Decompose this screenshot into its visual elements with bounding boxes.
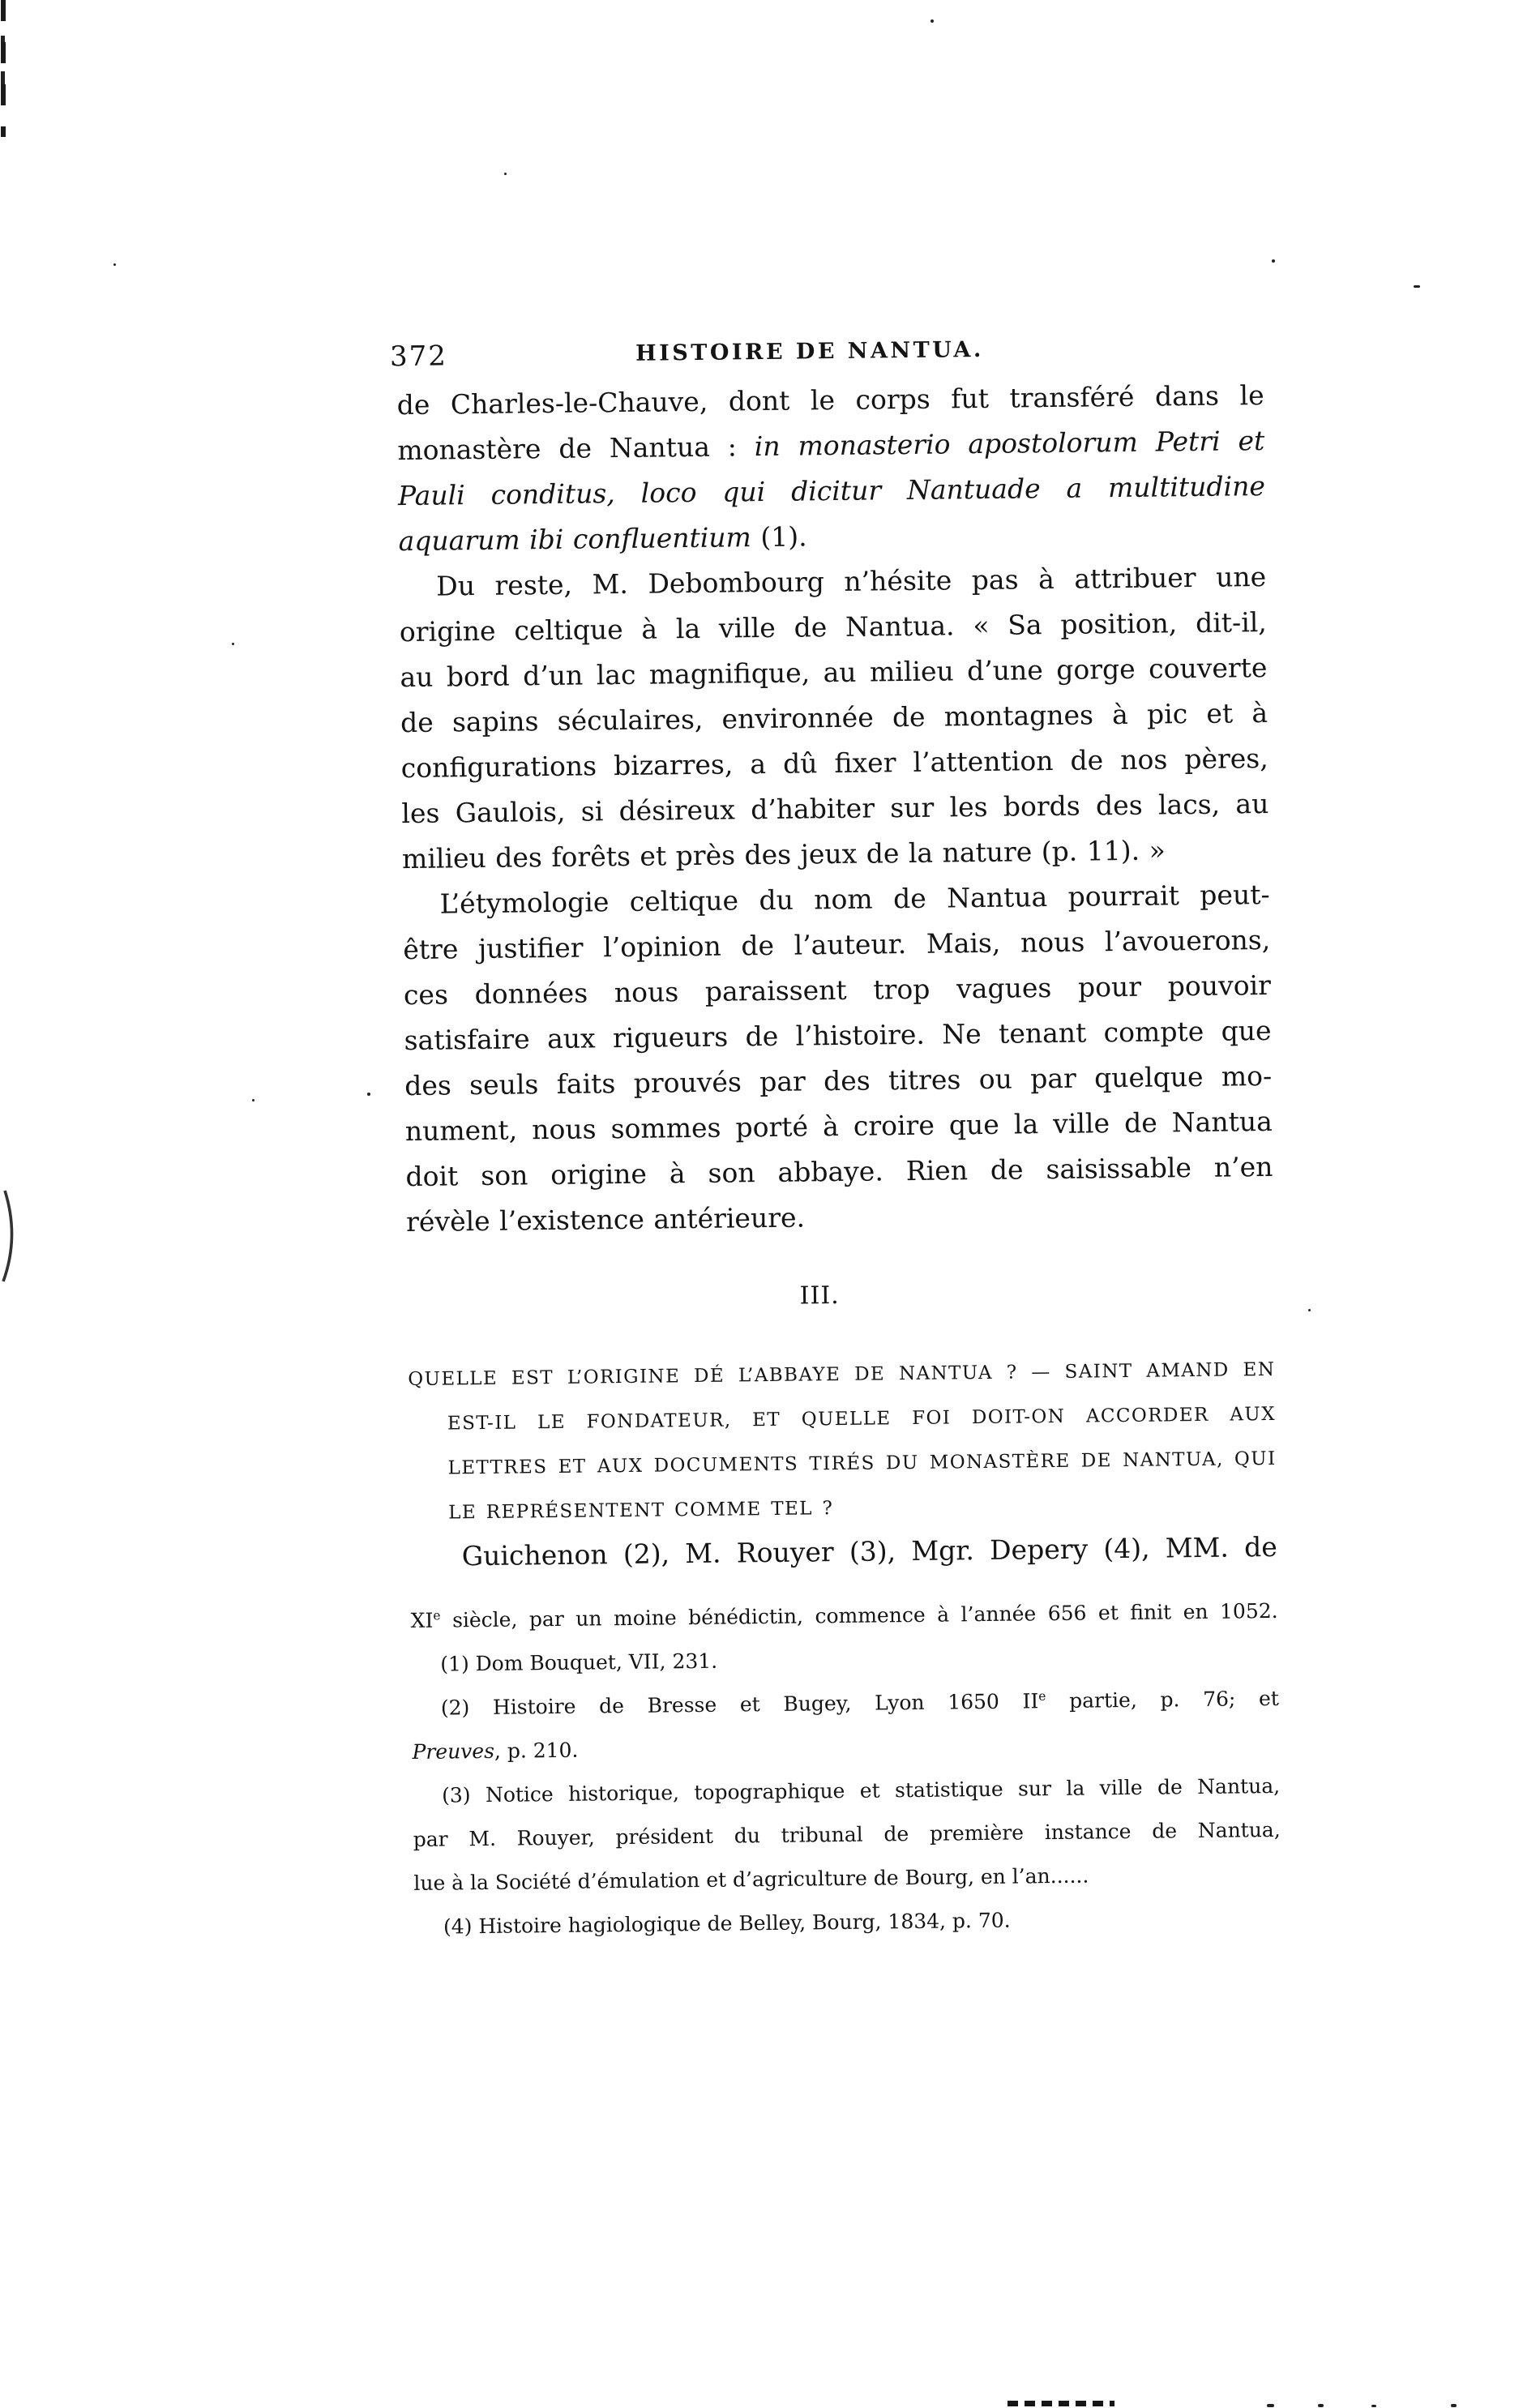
italic-text: aquarum ibi confluentium [398,521,752,558]
text-content [396,373,1281,1949]
text-segment: L’étymologie celtique du nom de Nantua pourrait peut- [439,878,1270,920]
superscript-text: e [1038,1688,1046,1704]
text-segment: (4) Histoire hagiologique de Belley, Bourg, 1834, p. 70. [443,1908,1011,1939]
scan-edge-dash-bottom [1,0,6,137]
page-number: 372 [389,340,448,374]
ink-speck [1371,2405,1376,2407]
ink-speck [1414,285,1420,288]
ink-speck [930,19,934,23]
text-segment: Guichenon (2), M. Rouyer (3), Mgr. Depery (4), MM. de [461,1530,1277,1572]
text-segment: (1) Dom Bouquet, VII, 231. [440,1649,718,1676]
ink-speck [1318,2404,1324,2407]
scan-curve-artifact [0,1188,21,1285]
ink-speck [232,643,234,645]
section-number [386,1272,1253,1320]
ink-smudge-bottom [1007,2401,1114,2406]
text-segment: de Charles-le-Chauve, dont le corps fut transféré dans le [396,379,1264,421]
text-segment: les Gaulois, si désireux d’habiter sur les bords des lacs, au [401,787,1269,830]
text-segment: ces données nous paraissent trop vagues pour pouvoir [403,969,1272,1012]
ink-speck [1272,259,1275,263]
text-segment: QUELLE EST L’ORIGINE DÉ L’ABBAYE DE NANTUA ? — SAINT AMAND EN [408,1358,1276,1391]
paragraph-continuation [396,373,1265,564]
text-line [414,1896,1282,1949]
text-segment: milieu des forêts et près des jeux de la nature (p. 11). » [401,834,1166,875]
text-segment: (1). [751,520,807,554]
ink-speck [504,173,507,175]
ink-speck [1267,2404,1274,2407]
paragraph-etymologie [402,872,1273,1245]
text-segment: , p. 210. [494,1738,579,1763]
text-segment: (3) Notice historique, topographique et statistique sur la ville de Nantua, [441,1773,1281,1807]
text-segment: doit son origine à son abbaye. Rien de saisissable n’en [405,1150,1273,1193]
text-segment: nument, nous sommes porté à croire que la ville de Nantua [404,1105,1273,1148]
text-segment: configurations bizarres, a dû fixer l’attention de nos pères, [400,742,1268,785]
italic-text: Pauli conditus, loco qui dicitur Nantuade a multitudine [397,469,1266,512]
footnotes [410,1589,1281,1949]
ink-speck [367,1093,370,1096]
text-segment: LETTRES ET AUX DOCUMENTS TIRÉS DU MONASTÈRE DE NANTUA, QUI [447,1448,1277,1479]
ink-speck [1308,1309,1311,1311]
text-segment: révèle l’existence antérieure. [405,1201,806,1238]
italic-text: Preuves [412,1739,495,1764]
text-segment: Du reste, M. Debombourg n’hésite pas à attribuer une [436,560,1267,602]
text-segment: par M. Rouyer, président du tribunal de première instance de Nantua, [413,1817,1281,1852]
paragraph-debombourg [399,554,1269,882]
text-segment: origine celtique à la ville de Nantua. « Sa position, dit-il, [399,605,1268,648]
text-segment: lue à la Société d’émulation et d’agriculture de Bourg, en l’an...... [413,1863,1089,1896]
text-segment: des seuls faits prouvés par des titres ou par quelque mo- [404,1059,1273,1102]
superscript-text: e [433,1608,441,1623]
text-segment: monastère de Nantua : [397,430,755,467]
text-segment: au bord d’un lac magnifique, au milieu d’une gorge couverte [400,651,1268,694]
page-header [389,329,1264,374]
text-line [410,1526,1278,1578]
section-heading [408,1348,1277,1536]
ink-speck [113,263,116,266]
running-title: HISTOIRE DE NANTUA. [635,336,984,366]
text-segment: EST-IL LE FONDATEUR, ET QUELLE FOI DOIT-ON ACCORDER AUX [447,1403,1277,1435]
text-segment: XI [410,1608,434,1633]
text-segment: de sapins séculaires, environnée de montagnes à pic et à [400,696,1268,739]
text-segment: (2) Histoire de Bresse et Bugey, Lyon 1650 II [440,1689,1039,1720]
italic-text: in monasterio apostolorum Petri et [754,424,1265,463]
text-line [386,1272,1253,1320]
text-segment: satisfaire aux rigueurs de l’histoire. Ne tenant compte que [404,1014,1272,1057]
paragraph-guichenon [410,1526,1278,1578]
text-segment: siècle, par un moine bénédictin, commence à l’année 656 et finit en 1052. [440,1598,1278,1632]
text-line [406,1190,1274,1245]
text-segment: partie, p. 76; et [1046,1686,1280,1713]
text-segment: être justifier l’opinion de l’auteur. Mais, nous l’avouerons, [403,923,1271,966]
text-content-wrapper [389,329,1281,1949]
ink-speck [1451,2404,1457,2407]
text-segment: III. [799,1281,840,1311]
ink-speck [252,1099,255,1101]
text-segment: LE REPRÉSENTENT COMME TEL ? [448,1498,834,1524]
